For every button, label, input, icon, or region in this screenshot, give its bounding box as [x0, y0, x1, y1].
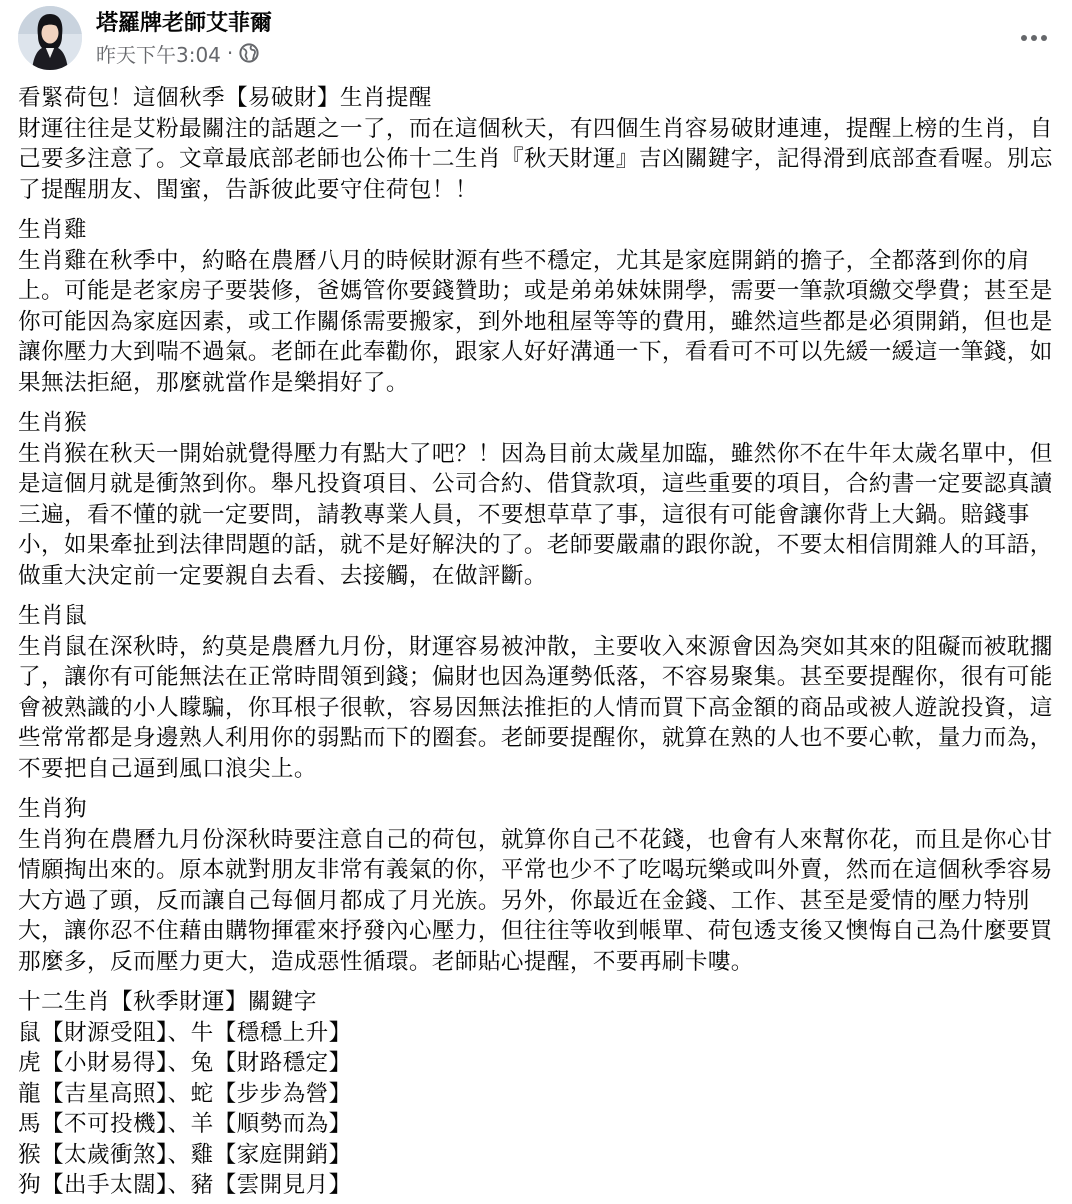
post-title: 看緊荷包！這個秋季【易破財】生肖提醒 [18, 85, 432, 111]
intro-section [18, 83, 1058, 205]
globe-icon[interactable] [239, 43, 259, 63]
keyword-line: 狗【出手太闊】、豬【雲開見月】 [18, 1172, 352, 1198]
keyword-line: 龍【吉星高照】、蛇【步步為營】 [18, 1080, 352, 1107]
section-text: 生肖鼠在深秋時，約莫是農曆九月份，財運容易被沖散，主要收入來源會因為突如其來的阻礙而被耽擱了，讓你有可能無法在正常時間領到錢；偏財也因為運勢低落，不容易聚集。甚至要提醒你，很有可能會被熟識的小人矇騙，你耳根子很軟，容易因無法推拒的人情而買下高金額的商品或被人遊說投資，這些常常都是身邊熟人利用你的弱點而下的圈套。老師要提醒你，就算在熟的人也不要心軟，量力而為，不要把自己逼到風口浪尖上。 [18, 633, 1053, 782]
post-timestamp[interactable]: 昨天下午3:04 [96, 42, 221, 67]
section-heading: 生肖狗 [18, 796, 87, 822]
section-heading: 生肖鼠 [18, 603, 87, 629]
post-body [18, 83, 1058, 1201]
section-text: 生肖狗在農曆九月份深秋時要注意自己的荷包，就算你自己不花錢，也會有人來幫你花，而且是你心甘情願掏出來的。原本就對朋友非常有義氣的你，平常也少不了吃喝玩樂或叫外賣，然而在這個秋季容易大方過了頭，反而讓自己每個月都成了月光族。另外，你最近在金錢、工作、甚至是愛情的壓力特別大，讓你忍不住藉由購物揮霍來抒發內心壓力，但往往等收到帳單、荷包透支後又懊悔自己為什麼要買那麼多，反而壓力更大，造成惡性循環。老師貼心提醒，不要再刷卡嘍。 [18, 826, 1053, 975]
meta-separator: · [226, 41, 234, 65]
section-text: 生肖雞在秋季中，約略在農曆八月的時候財源有些不穩定，尤其是家庭開銷的擔子，全都落到你的肩上。可能是老家房子要裝修，爸媽管你要錢贊助；或是弟弟妹妹開學，需要一筆款項繳交學費；甚至是你可能因為家庭因素，或工作關係需要搬家，到外地租屋等等的費用，雖然這些都是必須開銷，但也是讓你壓力大到喘不過氣。老師在此奉勸你，跟家人好好溝通一下，看看可不可以先緩一緩這一筆錢，如果無法拒絕，那麼就當作是樂捐好了。 [18, 247, 1053, 396]
post-meta [96, 40, 259, 66]
keyword-line: 虎【小財易得】、兔【財路穩定】 [18, 1050, 352, 1076]
author-name[interactable]: 塔羅牌老師艾菲爾 [96, 11, 273, 36]
section-monkey [18, 408, 1058, 591]
section-heading: 生肖雞 [18, 217, 87, 243]
section-rooster [18, 215, 1058, 398]
keywords-section [18, 987, 1058, 1201]
keyword-line: 猴【太歲衝煞】、雞【家庭開銷】 [18, 1141, 352, 1168]
intro-text: 財運往往是艾粉最關注的話題之一了，而在這個秋天，有四個生肖容易破財連連，提醒上榜的生肖，自己要多注意了。文章最底部老師也公佈十二生肖『秋天財運』吉凶關鍵字，記得滑到底部查看喔。別忘了提醒朋友、閨蜜，告訴彼此要守住荷包！！ [18, 115, 1053, 203]
profile-photo-icon [18, 6, 82, 70]
author-avatar[interactable] [18, 6, 82, 70]
section-rat [18, 601, 1058, 784]
section-dog [18, 794, 1058, 977]
section-heading: 生肖猴 [18, 410, 87, 436]
keyword-line: 鼠【財源受阻】、牛【穩穩上升】 [18, 1019, 352, 1046]
section-text: 生肖猴在秋天一開始就覺得壓力有點大了吧？！因為目前太歲星加臨，雖然你不在牛年太歲名單中，但是這個月就是衝煞到你。舉凡投資項目、公司合約、借貸款項，這些重要的項目，合約書一定要認真讀三遍，看不懂的就一定要問，請教專業人員，不要想草草了事，這很有可能會讓你背上大鍋。賠錢事小，如果牽扯到法律問題的話，就不是好解決的了。老師要嚴肅的跟你說，不要太相信閒雜人的耳語，做重大決定前一定要親自去看、去接觸，在做評斷。 [18, 440, 1053, 589]
more-dot-icon [1041, 35, 1047, 41]
keyword-line: 馬【不可投機】、羊【順勢而為】 [18, 1111, 352, 1137]
more-options-button[interactable] [1014, 24, 1054, 52]
post-header [18, 6, 1058, 70]
keywords-heading: 十二生肖【秋季財運】關鍵字 [18, 989, 317, 1015]
more-dot-icon [1031, 35, 1037, 41]
more-dot-icon [1021, 35, 1027, 41]
